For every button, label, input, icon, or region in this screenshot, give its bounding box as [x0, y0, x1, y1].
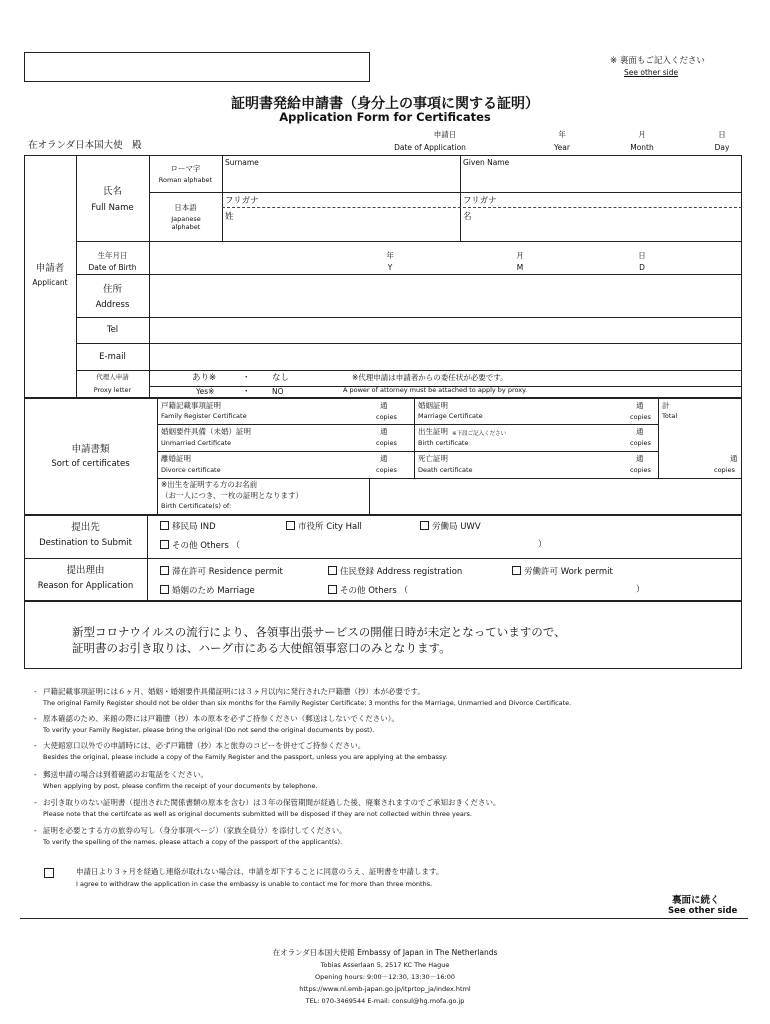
japanese-label-en: Japanese alphabet [171, 215, 201, 231]
checkbox-icon[interactable] [160, 585, 169, 594]
certificates-label-en: Sort of certificates [51, 459, 130, 469]
note-5-en: Please note that the certifcate as well as original documents submitted will be disposed if they are not collected within three years. [43, 810, 472, 818]
dest-ind[interactable] [160, 521, 216, 533]
note-bullet: - [34, 798, 37, 807]
dest-cityhall-label: 市役所 City Hall [298, 522, 362, 532]
note-1-en: The original Family Register should not be older than six months for the Family Register Certificate; 3 months for the Marriage, Unmarried and Divorce Certificate. [43, 699, 572, 707]
footer-line-3: Opening hours: 9:00－12:30, 13:30－16:00 [315, 973, 455, 981]
dob-day-en: D [639, 263, 645, 272]
note-bullet: - [34, 741, 37, 750]
footer-line-1: 在オランダ日本国大使館 Embassy of Japan in The Netherlands [272, 948, 498, 957]
dest-others[interactable] [160, 540, 240, 552]
footer-line-4: https://www.nl.emb-japan.go.jp/itprtop_ja/index.html [299, 985, 471, 993]
total-label-jp: 計 [662, 401, 670, 410]
note-bullet: - [34, 687, 37, 696]
proxy-yes-en[interactable]: Yes※ [196, 387, 215, 396]
reason-work-label: 労働許可 Work permit [524, 567, 613, 577]
checkbox-icon[interactable] [160, 566, 169, 575]
proxy-no-en[interactable]: NO [272, 387, 284, 396]
date-label-jp: 申請日 [433, 130, 457, 139]
footer-line-2: Tobias Asserlaan 5, 2517 KC The Hague [320, 961, 450, 969]
note-5-jp: お引き取りのない証明書（提出された関係書類の原本を含む）は３年の保管期間が経過した後、廃棄されますのでご承知おきください。 [43, 798, 501, 807]
dest-cityhall[interactable] [286, 521, 362, 533]
day-en: Day [714, 143, 730, 152]
reason-work[interactable] [512, 566, 613, 578]
cert-family-copies-en: copies [376, 413, 397, 421]
cert-divorce-copies-en: copies [376, 466, 397, 474]
addressee: 在オランダ日本国大使 殿 [28, 140, 142, 151]
cert-family-en: Family Register Certificate [161, 412, 247, 420]
top-note-jp: ※ 裏面もご記入ください [610, 56, 705, 66]
checkbox-icon[interactable] [286, 521, 295, 530]
cert-marriage-en: Marriage Certificate [418, 412, 483, 420]
note-bullet: - [34, 770, 37, 779]
dob-year-jp: 年 [386, 251, 394, 260]
dob-year-en: Y [387, 263, 393, 272]
reason-address[interactable] [328, 566, 462, 578]
reason-marriage-label: 婚姻のため Marriage [172, 586, 255, 596]
cert-family-copies-jp: 通 [380, 401, 388, 410]
surname-field[interactable]: Surname [225, 158, 259, 167]
reason-residence[interactable] [160, 566, 283, 578]
applicant-label-jp: 申請者 [35, 263, 65, 274]
reason-others[interactable] [328, 585, 408, 597]
note-bullet: - [34, 714, 37, 723]
dob-label-jp: 生年月日 [97, 251, 128, 260]
dob-month-jp: 月 [516, 251, 524, 260]
cert-divorce-jp[interactable]: 離婚証明 [161, 454, 191, 463]
reference-number-box[interactable] [24, 52, 370, 82]
dob-day-jp: 日 [638, 251, 646, 260]
agree-checkbox[interactable] [44, 868, 54, 878]
address-label-en: Address [95, 300, 130, 310]
name-label-jp: 氏名 [102, 186, 122, 197]
covid-notice-line-2: 証明書のお引き取りは、ハーグ市にある大使館領事窓口のみとなります。 [72, 641, 451, 655]
japanese-label-jp: 日本語 [174, 203, 197, 212]
cert-unmarried-copies-en: copies [376, 439, 397, 447]
note-2-en: To verify your Family Register, please bring the original (Do not send the original documents by post). [43, 726, 375, 734]
footer-divider [20, 918, 748, 919]
reason-residence-label: 滞在許可 Residence permit [172, 567, 283, 577]
roman-label-en: Roman alphabet [158, 176, 213, 184]
proxy-note-jp: ※代理申請は申請者からの委任状が必要です。 [352, 373, 508, 382]
furigana-given[interactable]: フリガナ [463, 196, 497, 206]
tel-label: Tel [106, 325, 119, 335]
cert-birth-copies-jp: 通 [636, 427, 644, 436]
reason-others-label: その他 Others （ [340, 586, 408, 596]
total-copies-en: copies [714, 466, 735, 474]
note-4-en: When applying by post, please confirm the receipt of your documents by telephone. [43, 782, 318, 790]
cert-marriage-copies-jp: 通 [636, 401, 644, 410]
note-2-jp: 原本確認のため、来館の際には戸籍謄（抄）本の原本を必ずご持参ください（郵送はしないでください）。 [43, 714, 399, 723]
proxy-label-jp: 代理人申請 [96, 373, 129, 381]
dob-label-en: Date of Birth [88, 263, 137, 272]
reason-label-jp: 提出理由 [66, 565, 105, 576]
note-bullet: - [34, 826, 37, 835]
cert-unmarried-jp[interactable]: 婚姻要件具備（未婚）証明 [161, 427, 251, 436]
destination-label-jp: 提出先 [71, 522, 100, 533]
note-6-jp: 証明を必要とする方の旅券の写し（身分事項ページ）（家族全員分）を添付してください。 [43, 826, 347, 835]
continue-en: See other side [668, 906, 738, 916]
checkbox-icon[interactable] [420, 521, 429, 530]
roman-label-jp: ローマ字 [170, 164, 201, 173]
cert-divorce-copies-jp: 通 [380, 454, 388, 463]
reason-address-label: 住民登録 Address registration [340, 567, 463, 577]
continue-jp: 裏面に続く [672, 895, 720, 906]
cert-death-jp[interactable]: 死亡証明 [418, 454, 448, 463]
proxy-label-en: Proxy letter [93, 386, 132, 394]
title-en: Application Form for Certificates [279, 110, 491, 124]
cert-birth-jp[interactable]: 出生証明 [418, 427, 448, 436]
total-label-en: Total [662, 412, 678, 420]
dest-others-close: ） [538, 540, 547, 550]
proxy-no-jp[interactable]: なし [272, 373, 290, 383]
dest-uwv-label: 労働局 UWV [432, 522, 481, 532]
cert-marriage-jp[interactable]: 婚姻証明 [418, 401, 448, 410]
year-en: Year [554, 143, 570, 152]
cert-death-copies-jp: 通 [636, 454, 644, 463]
note-3-en: Besides the original, please include a copy of the Family Register and the passport, unless you are applying at the embassy. [43, 753, 448, 761]
address-label-jp: 住所 [102, 284, 122, 295]
note-4-jp: 郵送申請の場合は到着確認のお電話をください。 [43, 770, 208, 779]
day-jp: 日 [718, 130, 726, 139]
reason-marriage[interactable] [160, 585, 255, 597]
dest-others-label: その他 Others （ [172, 541, 240, 551]
sei-field[interactable]: 姓 [225, 212, 234, 222]
top-note-en: See other side [624, 68, 679, 77]
month-jp: 月 [638, 130, 646, 139]
applicant-label-en: Applicant [32, 278, 68, 287]
email-label: E-mail [99, 352, 126, 362]
date-label-en: Date of Application [394, 143, 466, 152]
agree-jp: 申請日より３ヶ月を経過し連絡が取れない場合は、申請を却下することに同意のうえ、証明書を申請します。 [76, 867, 444, 876]
destination-label-en: Destination to Submit [39, 538, 132, 548]
cert-birth-copies-en: copies [630, 439, 651, 447]
checkbox-icon[interactable] [160, 521, 169, 530]
birth-note-jp1: ※出生を証明する方のお名前 [161, 480, 258, 489]
cert-death-en: Death certificate [418, 466, 473, 474]
year-jp: 年 [558, 130, 566, 139]
birth-note-jp2: （お一人につき、一枚の証明となります） [161, 491, 304, 500]
certificates-label-jp: 申請書類 [71, 444, 110, 455]
note-1-jp: 戸籍記載事項証明には６ヶ月、婚姻・婚姻要件具備証明には３ヶ月以内に発行された戸籍謄（抄）本が必要です。 [43, 687, 425, 696]
mei-field[interactable]: 名 [463, 212, 472, 222]
note-6-en: To verify the spelling of the names, please attach a copy of the passport of the applicant(s). [43, 838, 343, 846]
covid-notice-line-1: 新型コロナウイルスの流行により、各領事出張サービスの開催日時が未定となっていますので、 [72, 625, 566, 639]
total-copies-jp: 通 [730, 454, 738, 463]
reason-label-en: Reason for Application [37, 581, 134, 591]
proxy-yes-jp[interactable]: あり※ [192, 373, 217, 383]
birth-note-en: Birth Certificate(s) of: [161, 502, 232, 510]
cert-birth-en: Birth certificate [418, 439, 469, 447]
checkbox-icon[interactable] [512, 566, 521, 575]
footer-line-5: TEL: 070-3469544 E-mail: consul@hg.mofa.go.jp [305, 997, 465, 1005]
cert-family-jp[interactable]: 戸籍記載事項証明 [161, 401, 221, 410]
checkbox-icon[interactable] [328, 566, 337, 575]
cert-death-copies-en: copies [630, 466, 651, 474]
title-jp: 証明書発給申請書（身分上の事項に関する証明） [231, 96, 539, 112]
reason-others-close: ） [636, 585, 645, 595]
proxy-dot-2: ・ [242, 387, 251, 397]
cert-divorce-en: Divorce certificate [161, 466, 221, 474]
furigana-surname[interactable]: フリガナ [225, 196, 259, 206]
proxy-dot-1: ・ [242, 373, 251, 383]
cert-birth-small: ※下段ご記入ください [452, 431, 507, 437]
name-label-en: Full Name [91, 203, 134, 213]
dest-ind-label: 移民局 IND [172, 522, 216, 532]
cert-unmarried-en: Unmarried Certificate [161, 439, 232, 447]
given-name-field[interactable]: Given Name [463, 158, 510, 167]
cert-marriage-copies-en: copies [630, 413, 651, 421]
checkbox-icon[interactable] [160, 540, 169, 549]
proxy-note-en: A power of attorney must be attached to apply by proxy. [343, 386, 528, 394]
dest-uwv[interactable] [420, 521, 481, 533]
agree-en: I agree to withdraw the application in case the embassy is unable to contact me for more than three months. [76, 880, 433, 888]
checkbox-icon[interactable] [328, 585, 337, 594]
month-en: Month [630, 143, 654, 152]
note-3-jp: 大使館窓口以外での申請時には、必ず戸籍謄（抄）本と旅券のコピーを併せてご持参ください。 [43, 741, 366, 750]
cert-unmarried-copies-jp: 通 [380, 427, 388, 436]
dob-month-en: M [516, 263, 524, 272]
